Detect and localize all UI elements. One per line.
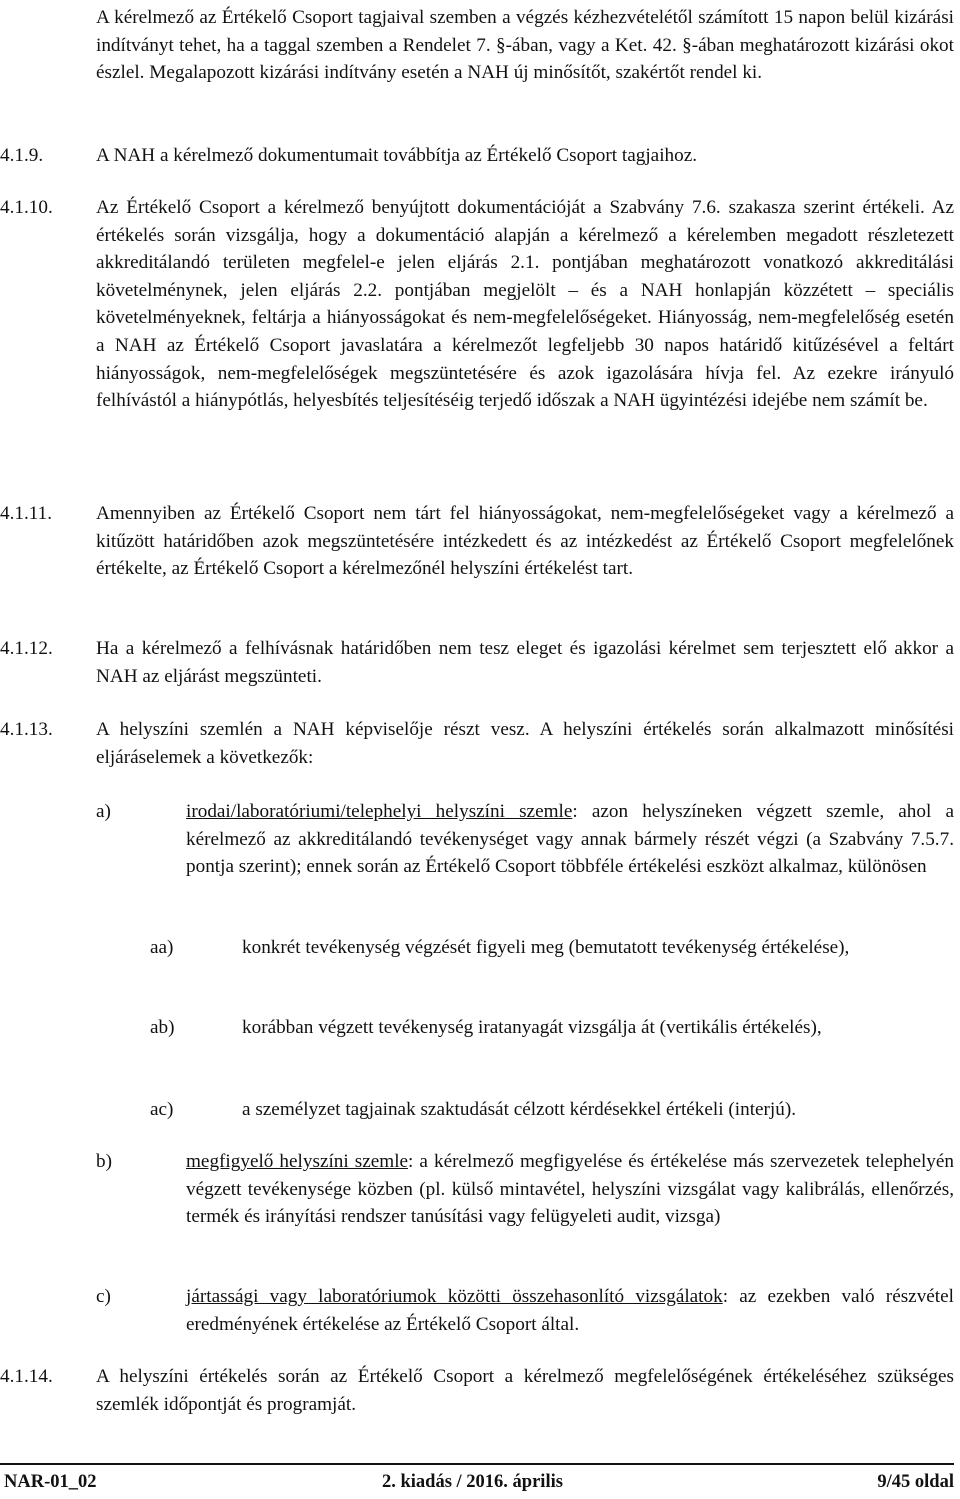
section-text: Ha a kérelmező a felhívásnak határidőben nem tesz eleget és igazolási kérelmet sem terjesztett elő akkor a NAH az eljárást megszünteti. — [96, 638, 954, 687]
section-4-1-13 — [0, 716, 954, 771]
section-4-1-12 — [0, 635, 954, 690]
section-text: A helyszíni értékelés során az Értékelő Csoport a kérelmező megfelelőségének értékeléséhez szükséges szemlék időpontját és programját. — [96, 1366, 954, 1415]
item-label: a) — [96, 801, 111, 822]
list-item-a — [96, 798, 954, 881]
intro-paragraph — [96, 4, 954, 87]
item-label: aa) — [150, 937, 174, 958]
section-number: 4.1.9. — [0, 145, 44, 166]
list-item-c — [96, 1283, 954, 1338]
item-label: b) — [96, 1151, 112, 1172]
section-4-1-10 — [0, 194, 954, 415]
section-number: 4.1.10. — [0, 197, 53, 218]
item-text: : a kérelmező megfigyelése és értékelése más szervezetek telephelyén végzett tevékenysége közben (pl. külső mintavétel, helyszíni vizsgálat vagy kalibrálás, ellenőrzés, termék és irányítási rendszer tanúsítási vagy felügyeleti audit, vizsga) — [186, 1151, 954, 1228]
item-text: konkrét tevékenység végzését figyeli meg (bemutatott tevékenység értékelése), — [242, 937, 850, 958]
page-footer — [0, 1463, 954, 1495]
list-item-aa — [150, 934, 954, 962]
item-term: megfigyelő helyszíni szemle — [186, 1151, 409, 1172]
item-term: jártassági vagy laboratóriumok közötti összehasonlító vizsgálatok — [186, 1286, 723, 1307]
section-number: 4.1.11. — [0, 503, 53, 524]
section-4-1-14 — [0, 1363, 954, 1418]
item-text: : az ezekben való részvétel eredményének értékelése az Értékelő Csoport által. — [186, 1286, 954, 1335]
section-text: Az Értékelő Csoport a kérelmező benyújtott dokumentációját a Szabvány 7.6. szakasza szerint értékeli. Az értékelés során vizsgálja, hogy a dokumentáció alapján a kérelmező a kérelemben megadott részletezett akkreditálandó területen megfelel-e jelen eljárás 2.1. pontjában meghatározott vonatkozó akkreditálási követelménynek, jelen eljárás 2.2. pontjában megjelölt – és a NAH honlapján közzétett – speciális követelményeknek, feltárja a hiányosságokat és nem-megfelelőségeket. Hiányosság, nem-megfelelőség esetén a NAH az Értékelő Csoport javaslatára a kérelmezőt legfeljebb 30 napos határidő kitűzésével a feltárt hiányosságok, nem-megfelelőségek megszüntetésére és azok igazolására hívja fel. Az ezekre irányuló felhívástól a hiánypótlás, helyesbítés teljesítéséig terjedő időszak a NAH ügyintézési idejébe nem számít be. — [96, 197, 954, 412]
footer-edition: 2. kiadás / 2016. április — [382, 1472, 563, 1492]
item-text: a személyzet tagjainak szaktudását célzott kérdésekkel értékeli (interjú). — [242, 1099, 797, 1120]
item-label: ac) — [150, 1099, 174, 1120]
list-item-ab — [150, 1014, 954, 1042]
section-4-1-11 — [0, 500, 954, 583]
item-label: c) — [96, 1286, 111, 1307]
section-text: A NAH a kérelmező dokumentumait továbbítja az Értékelő Csoport tagjaihoz. — [96, 145, 698, 166]
intro-text: A kérelmező az Értékelő Csoport tagjaival szemben a végzés kézhezvételétől számított 15 napon belül kizárási indítványt tehet, ha a taggal szemben a Rendelet 7. §-ában, vagy a Ket. 42. §-ában meghatározott kizárási okot észlel. Megalapozott kizárási indítvány esetén a NAH új minősítőt, szakértőt rendel ki. — [96, 7, 954, 84]
footer-page-number: 9/45 oldal — [877, 1472, 954, 1492]
section-4-1-9 — [0, 142, 954, 170]
section-text: A helyszíni szemlén a NAH képviselője részt vesz. A helyszíni értékelés során alkalmazott minősítési eljáráselemek a következők: — [96, 719, 954, 768]
section-number: 4.1.12. — [0, 638, 53, 659]
list-item-b — [96, 1148, 954, 1231]
section-text: Amennyiben az Értékelő Csoport nem tárt fel hiányosságokat, nem-megfelelőségeket vagy a kérelmező a kitűzött határidőben azok megszüntetésére intézkedett és az intézkedést az Értékelő Csoport megfelelőnek értékelte, az Értékelő Csoport a kérelmezőnél helyszíni értékelést tart. — [96, 503, 954, 580]
item-term: irodai/laboratóriumi/telephelyi helyszíni szemle — [186, 801, 573, 822]
section-number: 4.1.13. — [0, 719, 53, 740]
item-text: korábban végzett tevékenység iratanyagát vizsgálja át (vertikális értékelés), — [242, 1017, 822, 1038]
section-number: 4.1.14. — [0, 1366, 53, 1387]
footer-doc-id: NAR-01_02 — [4, 1472, 97, 1492]
item-label: ab) — [150, 1017, 175, 1038]
list-item-ac — [150, 1096, 954, 1124]
item-text: : azon helyszíneken végzett szemle, ahol a kérelmező az akkreditálandó tevékenységet vagy annak bármely részét végzi (a Szabvány 7.5.7. pontja szerint); ennek során az Értékelő Csoport többféle értékelési eszközt alkalmaz, különösen — [186, 801, 954, 878]
